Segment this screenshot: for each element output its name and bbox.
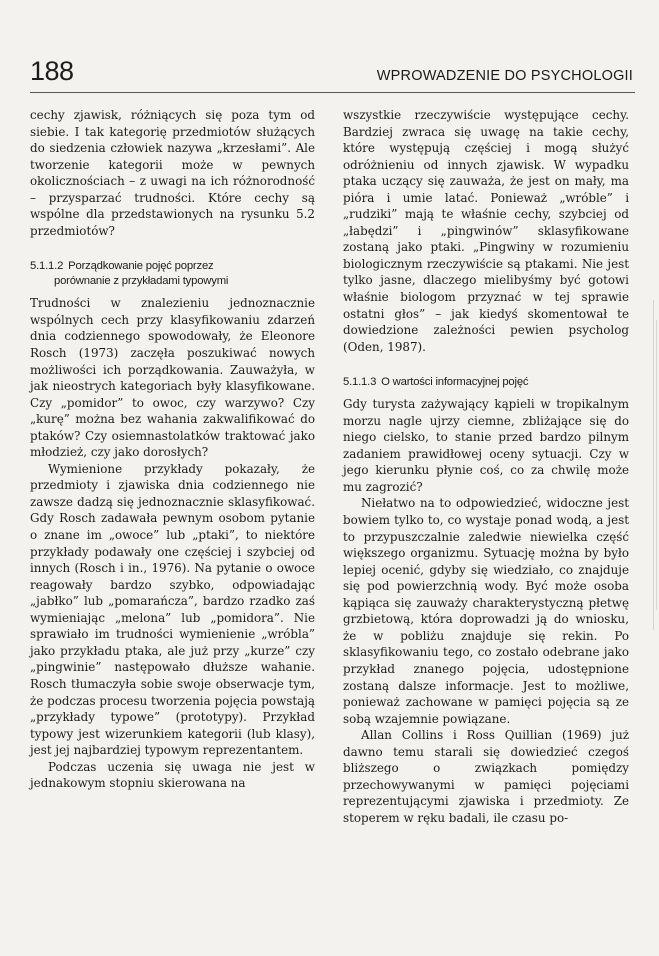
header-rule [30,92,635,93]
paragraph: Trudności w znalezieniu jednoznacznie wspólnych cech przy klasyfikowaniu zdarzeń dnia codziennego spowodowały, że Eleonore Rosch (1973) zaczęła poszukiwać nowych możliwości ich porządkowania. Zauważyła, w jak nieostrych kategoriach były klasyfikowane. Czy „pomidor” to owoc, czy warzywo? Czy „kurę” można bez wahania zakwalifikować do ptaków? Czy osiemnastolatków traktować jako młodzież, czy jako dorosłych? [30,296,315,460]
section-heading [343,375,629,390]
paragraph: wszystkie rzeczywiście występujące cechy. Bardziej zwraca się uwagę na takie cechy, które występują częściej i mogą służyć odróżnieniu od innych zjawisk. W wypadku ptaka uczący się zauważa, że jest on mały, ma pióra i umie latać. Ponieważ „wróble” i „rudziki” mają te właśnie cechy, szybciej od „łabędzi” i „pingwinów” sklasyfikowane zostaną jako ptaki. „Pingwiny w rozumieniu biologicznym rzeczywiście są ptakami. Nie jest tylko jasne, dlaczego mielibyśmy być gotowi właśnie biologom przyznać w tej sprawie ostatni głos” – jak kiedyś skomentował te dowiedzione zależności pewien psycholog (Oden, 1987). [343,108,629,354]
section-number: 5.1.1.2 [30,260,64,273]
paragraph: Wymienione przykłady pokazały, że przedmioty i zjawiska dnia codziennego nie zawsze dadzą się jednoznacznie sklasyfikować. Gdy Rosch zadawała pewnym osobom pytanie o znane im „owoce” lub „ptaki”, to niektóre przykłady podawały one częściej i szybciej od innych (Rosch i in., 1976). Na pytanie o owoce reagowały bardzo szybko, odpowiadając „jabłko” lub „pomarańcza”, bardzo rzadko zaś wymieniając „melona” lub „pomidora”. Nie sprawiało im trudności wymienienie „wróbla” jako przykładu ptaka, ale już przy „kurze” czy „pingwinie” następowało dłuższe wahanie. Rosch tłumaczyła sobie swoje obserwacje tym, że podczas procesu tworzenia pojęcia powstają „przykłady typowe” (prototypy). Przykład typowy jest wizerunkiem kategorii (lub klasy), jest jej najbardziej typowym reprezentantem. [30,461,315,758]
section-title-line-1: Porządkowanie pojęć poprzez [68,260,214,273]
section-title: O wartości informacyjnej pojęć [381,376,529,389]
paragraph: cechy zjawisk, różniących się poza tym od siebie. I tak kategorię przedmiotów służących do siedzenia człowiek nazywa „krzesłami”. Ale tworzenie kategorii może w pewnych okolicznościach – z uwagi na ich różnorodność – przysparzać trudności. Które cechy są wspólne dla przedstawionych na rysunku 5.2 przedmiotów? [30,108,315,238]
section-title-line-2: porównanie z przykładami typowymi [54,275,229,288]
paragraph: Niełatwo na to odpowiedzieć, widoczne jest bowiem tylko to, co wystaje ponad wodą, a jest to przypuszczalnie zaledwie niewielka część większego organizmu. Sytuację można by było lepiej ocenić, gdyby się wiedziało, co znajduje się pod powierzchnią wody. Być może osoba kąpiąca się zauważy charakterystyczną płetwę grzbietową, która doprowadzi ją do wniosku, że w pobliżu znajduje się rekin. Po sklasyfikowaniu tego, co zostało odebrane jako przykład znanego pojęcia, udostępnione zostaną dalsze informacje. Jest to możliwe, ponieważ zachowane w pamięci pojęcia są ze sobą wzajemnie powiązane. [343,496,629,726]
paragraph: Allan Collins i Ross Quillian (1969) już dawno temu starali się dowiedzieć czegoś bliższego o związkach pomiędzy przechowywanymi w pamięci pojęciami reprezentującymi zjawiska i przedmioty. Ze stoperem w ręku badali, ile czasu po- [343,728,629,825]
paragraph: Podczas uczenia się uwaga nie jest w jednakowym stopniu skierowana na [30,759,315,791]
section-heading [30,259,315,289]
running-head: WPROWADZENIE DO PSYCHOLOGII [376,68,633,84]
page-number: 188 [30,56,74,86]
page-edge-shadow [643,300,659,630]
paragraph: Gdy turysta zażywający kąpieli w tropikalnym morzu nagle ujrzy ciemne, zbliżające się do niego cielsko, to stanie przed bardzo pilnym zadaniem prawidłowej oceny sytuacji. Czy w jego kierunku płynie coś, co za chwilę może mu zagrozić? [343,397,629,494]
section-number: 5.1.1.3 [343,376,377,389]
right-column [343,107,629,826]
left-column [30,107,315,792]
